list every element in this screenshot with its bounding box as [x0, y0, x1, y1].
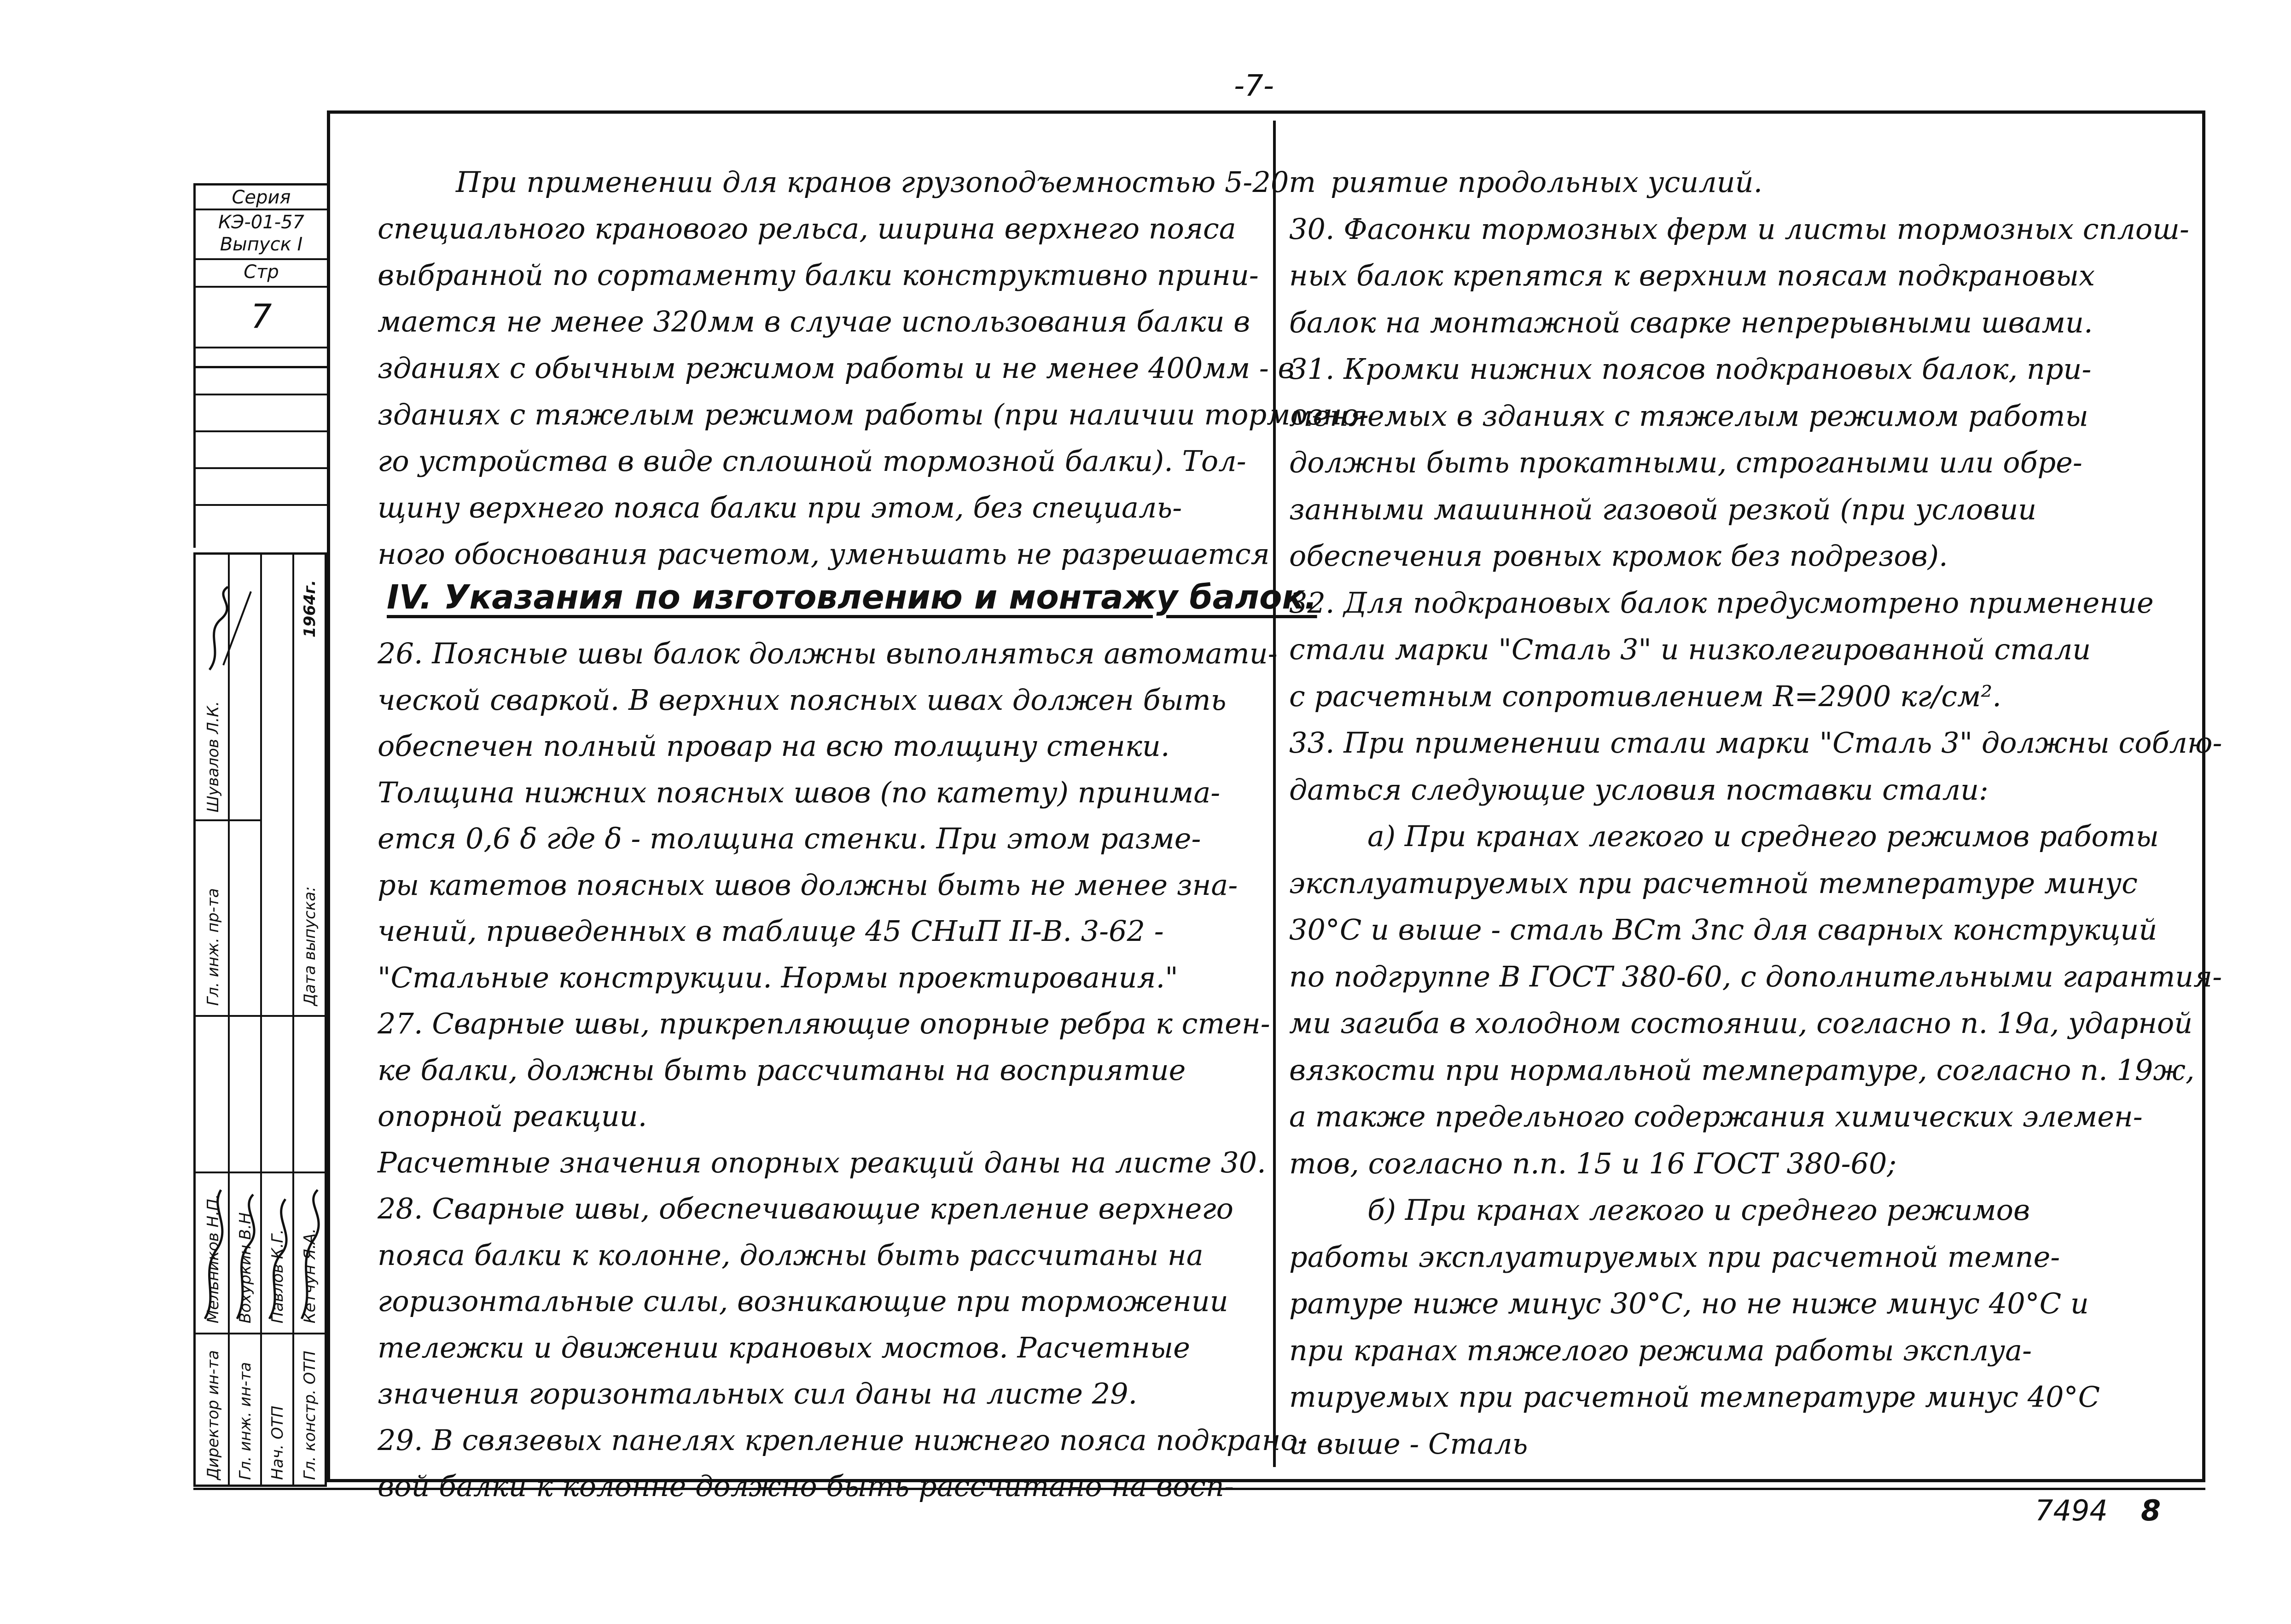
role-chief-engineer-project: Гл. инж. пр-та	[204, 888, 222, 1006]
text-line: с расчетным сопротивлением R=2900 кг/см².	[1289, 679, 2001, 713]
text-line: тов, согласно п.п. 15 и 16 ГОСТ 380-60;	[1289, 1146, 1897, 1180]
signature-shuvalov	[196, 582, 260, 674]
role-chief-designer: Гл. констр. ОТП	[301, 1351, 319, 1480]
section-heading: IV. Указания по изготовлению и монтажу балок.	[387, 578, 1317, 616]
right-column	[1289, 159, 2222, 1467]
text-line: зданиях с тяжелым режимом работы (при наличии тормозно-	[378, 398, 1369, 431]
text-line: 31. Кромки нижних поясов подкрановых балок, при-	[1289, 352, 2092, 386]
text-line: а также предельного содержания химических элемен-	[1289, 1100, 2143, 1133]
issue-label: Выпуск I	[220, 234, 303, 255]
sheet-number: 8	[2141, 1494, 2161, 1527]
stamp-page-value: 7	[250, 297, 272, 336]
text-line: ных балок крепятся к верхним поясам подкрановых	[1289, 259, 2095, 292]
name-pavlov: Павлов К.Г.	[268, 1229, 287, 1323]
stamp-empty-rows	[193, 368, 327, 548]
text-line: даться следующие условия поставки стали:	[1289, 772, 1989, 806]
text-line: балок на монтажной сварке непрерывными швами.	[1289, 305, 2093, 339]
signatures	[196, 1181, 325, 1328]
text-line: б) При кранах легкого и среднего режимов	[1367, 1193, 2030, 1227]
signature-table	[193, 552, 327, 1487]
text-line: 28. Сварные швы, обеспечивающие крепление верхнего	[378, 1192, 1233, 1225]
text-line: 29. В связевых панелях крепление нижнего пояса подкрано-	[378, 1423, 1308, 1457]
text-line: занными машинной газовой резкой (при условии	[1289, 492, 2037, 526]
text-line: должны быть прокатными, строгаными или обре-	[1289, 446, 2082, 479]
text-line: специального кранового рельса, ширина верхнего пояса	[378, 212, 1236, 245]
release-date-label: Дата выпуска:	[301, 886, 319, 1006]
text-line: тележки и движении крановых мостов. Расчетные	[378, 1330, 1190, 1364]
text-line: работы эксплуатируемых при расчетной темпе-	[1289, 1240, 2060, 1274]
text-line: При применении для кранов грузоподъемностью 5-20т	[456, 165, 1316, 199]
left-column-intro	[378, 159, 1369, 577]
name-melnikov: Мельников Н.П.	[204, 1194, 222, 1323]
text-line: 27. Сварные швы, прикрепляющие опорные ребра к стен-	[378, 1007, 1270, 1040]
text-line: эксплуатируемых при расчетной температуре минус	[1289, 866, 2138, 900]
text-line: а) При кранах легкого и среднего режимов работы	[1367, 819, 2159, 853]
text-line: вязкости при нормальной температуре, согласно п. 19ж,	[1289, 1053, 2195, 1087]
text-line: меняемых в зданиях с тяжелым режимом работы	[1289, 399, 2088, 433]
text-line: пояса балки к колонне, должны быть рассчитаны на	[378, 1238, 1204, 1272]
text-line: щину верхнего пояса балки при этом, без специаль-	[378, 491, 1182, 524]
text-line: горизонтальные силы, возникающие при торможении	[378, 1284, 1228, 1318]
text-line: при кранах тяжелого режима работы эксплуа-	[1289, 1333, 2032, 1367]
text-line: Расчетные значения опорных реакций даны на листе 30.	[378, 1145, 1266, 1179]
text-line: ратуре ниже минус 30°С, но не ниже минус 40°С и	[1289, 1287, 2089, 1320]
text-line: ры катетов поясных швов должны быть не менее зна-	[378, 868, 1238, 902]
left-column-clauses	[378, 631, 1308, 1510]
text-line: вой балки к колонне должно быть рассчитано на восп-	[378, 1469, 1234, 1503]
text-line: мается не менее 320мм в случае использования балки в	[378, 305, 1250, 338]
role-director: Директор ин-та	[204, 1350, 222, 1480]
document-number: 7494	[2035, 1494, 2108, 1527]
text-line: ке балки, должны быть рассчитаны на восприятие	[378, 1053, 1186, 1087]
series-code: КЭ-01-57	[218, 212, 304, 233]
text-line: опорной реакции.	[378, 1099, 647, 1133]
role-head-otp: Нач. ОТП	[268, 1405, 287, 1480]
text-line: ется 0,6 δ где δ - толщина стенки. При этом разме-	[378, 822, 1201, 855]
release-year: 1964г.	[301, 580, 319, 638]
text-line: ного обоснования расчетом, уменьшать не разрешается	[378, 537, 1270, 571]
text-line: го устройства в виде сплошной тормозной балки). Тол-	[378, 444, 1246, 478]
text-line: по подгруппе В ГОСТ 380-60, с дополнительными гарантия-	[1289, 959, 2222, 993]
page-number: -7-	[1234, 69, 1274, 103]
series-stamp	[193, 183, 327, 368]
role-chief-engineer: Гл. инж. ин-та	[236, 1362, 255, 1480]
text-line: чений, приведенных в таблице 45 СНиП II-В. 3-62 -	[378, 914, 1164, 948]
text-line: "Стальные конструкции. Нормы проектирования."	[378, 960, 1178, 994]
text-line: значения горизонтальных сил даны на листе 29.	[378, 1377, 1138, 1410]
text-line: обеспечен полный провар на всю толщину стенки.	[378, 729, 1170, 763]
name-shuvalov: Шувалов Л.К.	[204, 701, 222, 812]
text-line: ческой сваркой. В верхних поясных швах должен быть	[378, 683, 1227, 717]
text-line: обеспечения ровных кромок без подрезов).	[1289, 539, 1948, 573]
page-label: Стр	[244, 261, 279, 283]
text-line: стали марки "Сталь 3" и низколегированной стали	[1289, 632, 2091, 666]
text-line: риятие продольных усилий.	[1331, 165, 1763, 199]
text-line: Толщина нижних поясных швов (по катету) принима-	[378, 775, 1221, 809]
text-line: тируемых при расчетной температуре минус 40°С	[1289, 1380, 2100, 1414]
series-label: Серия	[232, 187, 291, 208]
text-line: зданиях с обычным режимом работы и не менее 400мм - в	[378, 351, 1295, 385]
text-line: и выше - Сталь	[1289, 1427, 1528, 1461]
text-line: выбранной по сортаменту балки конструктивно прини-	[378, 258, 1259, 292]
text-line: ми загиба в холодном состоянии, согласно п. 19а, ударной	[1289, 1006, 2193, 1040]
name-ketchun: Кетчун Я.А.	[301, 1228, 319, 1323]
text-line: 32. Для подкрановых балок предусмотрено применение	[1289, 586, 2154, 620]
text-line: 33. При применении стали марки "Сталь 3" должны соблю-	[1289, 726, 2222, 760]
text-line: 30°С и выше - сталь ВСт 3пс для сварных конструкций	[1289, 913, 2157, 946]
text-line: 30. Фасонки тормозных ферм и листы тормозных сплош-	[1289, 212, 2189, 246]
name-vokhurkin: Вохуркин В.Н.	[236, 1207, 255, 1323]
text-line: 26. Поясные швы балок должны выполняться автомати-	[378, 637, 1278, 670]
